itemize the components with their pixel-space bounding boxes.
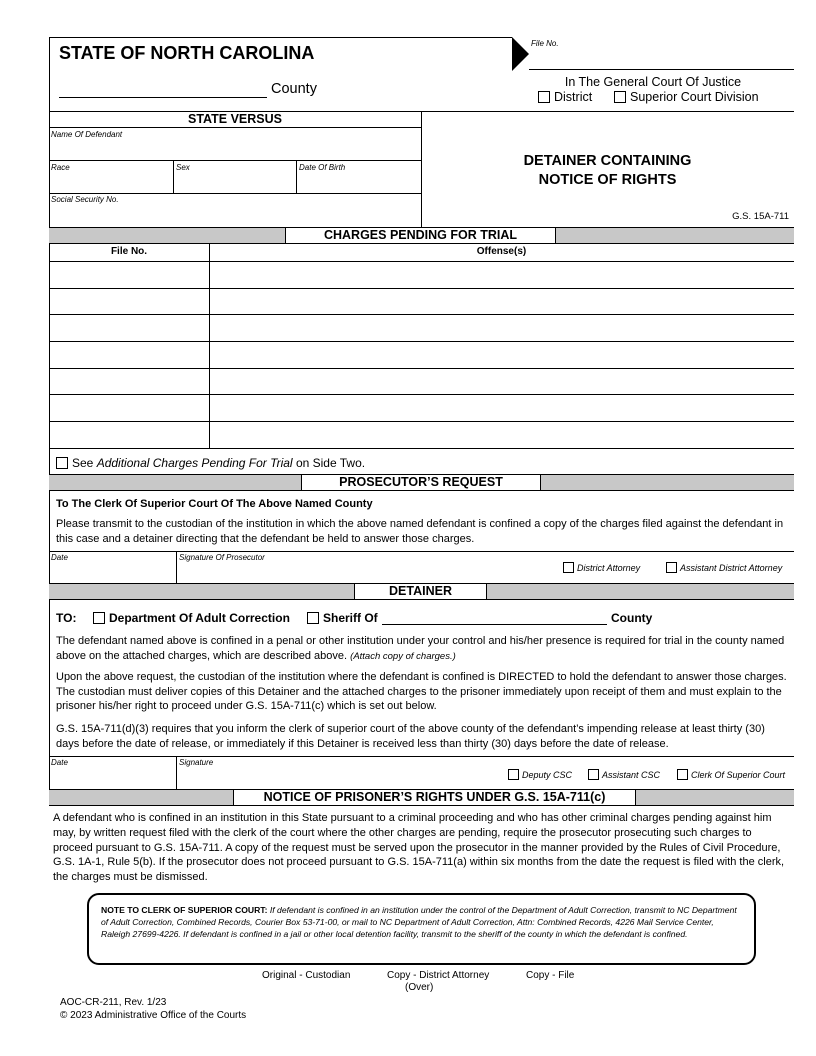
prosecutor-date-label: Date xyxy=(51,553,68,562)
charge-file-field-6[interactable] xyxy=(50,395,208,421)
prosecutor-band xyxy=(49,474,794,491)
charge-offense-field-7[interactable] xyxy=(210,422,793,448)
sheriff-county-line[interactable] xyxy=(382,624,607,625)
prosecutor-heading: PROSECUTOR’S REQUEST xyxy=(301,474,541,491)
ada-checkbox[interactable] xyxy=(666,562,677,573)
sex-label: Sex xyxy=(176,163,190,172)
superior-checkbox[interactable] xyxy=(614,91,626,103)
prosecutor-signature-field[interactable] xyxy=(178,562,556,582)
district-label: District xyxy=(554,90,593,104)
court-title: In The General Court Of Justice xyxy=(564,75,742,89)
state-versus: STATE VERSUS xyxy=(188,112,282,126)
charge-offense-field-4[interactable] xyxy=(210,342,793,368)
charge-offense-field-5[interactable] xyxy=(210,369,793,394)
prosecutor-signature-label: Signature Of Prosecutor xyxy=(179,553,265,562)
to-clerk-heading: To The Clerk Of Superior Court Of The Above Named County xyxy=(56,498,373,510)
notice-body: A defendant who is confined in an institution in this State pursuant to a criminal proceeding and who has other criminal charges pending against him may, by written request filed with the clerk of the court where the other charges are pending, require the prosecutor prosecuting such charges to proceed pursuant to G.S. 15A-711. A copy of the request must be served upon the prosecutor in the manner provided by the Rules of Civil Procedure, G.S. 1A-1, Rule 5(b). If the prosecutor does not proceed pursuant to G.S. 15A-711(a) within six months from the date the request is filed with the clerk, the charges must be dismissed. xyxy=(53,812,785,884)
charge-offense-field-2[interactable] xyxy=(210,289,793,314)
clerk-superior-row[interactable]: Clerk Of Superior Court xyxy=(677,769,785,780)
charges-band xyxy=(49,227,794,244)
charge-offense-field-3[interactable] xyxy=(210,315,793,341)
file-no-field[interactable] xyxy=(530,40,792,68)
ssn-label: Social Security No. xyxy=(51,195,119,204)
deputy-csc-row[interactable]: Deputy CSC xyxy=(508,769,572,780)
col-offense: Offense(s) xyxy=(476,246,527,257)
detainer-para1: The defendant named above is confined in a penal or other institution under your control and his/her presence is required for trial in the county named above on the attached charges, which are described above. (Attach copy of charges.) xyxy=(56,635,785,662)
statute-ref: G.S. 15A-711 xyxy=(732,211,789,222)
name-label: Name Of Defendant xyxy=(51,130,123,139)
district-checkbox-row[interactable] xyxy=(538,90,592,104)
clerk-superior-checkbox[interactable] xyxy=(677,769,688,780)
race-label: Race xyxy=(51,163,70,172)
charges-heading: CHARGES PENDING FOR TRIAL xyxy=(285,227,556,244)
form-number: AOC-CR-211, Rev. 1/23 xyxy=(60,997,167,1008)
notice-heading: NOTICE OF PRISONER’S RIGHTS UNDER G.S. 15A-711(c) xyxy=(233,789,636,806)
detainer-date-field[interactable] xyxy=(50,767,175,788)
assistant-csc-row[interactable]: Assistant CSC xyxy=(588,769,660,780)
superior-label: Superior Court Division xyxy=(630,90,759,104)
form-title xyxy=(421,152,794,190)
deputy-csc-checkbox[interactable] xyxy=(508,769,519,780)
da-checkbox[interactable] xyxy=(563,562,574,573)
district-checkbox[interactable] xyxy=(538,91,550,103)
charge-file-field-2[interactable] xyxy=(50,289,208,314)
name-field[interactable] xyxy=(50,139,420,160)
clerk-note-box xyxy=(87,893,756,965)
clerk-note: NOTE TO CLERK OF SUPERIOR COURT: If defendant is confined in an institution under the control of the Department of Adult Correction, transmit to NC Department of Adult Correction, Combined Records, Courier Box 53-71-00, or mail to NC Department of Adult Correction, Attn: Combined Records, 4226 Mail Service Center, Raleigh 27699-4226. If defendant is confined in a jail or other local detention facility, transmit to the sheriff of the county in which the defendant is confined. xyxy=(101,905,737,939)
prosecutor-date-field[interactable] xyxy=(50,562,175,582)
file-no-label: File No. xyxy=(531,39,559,48)
charge-file-field-1[interactable] xyxy=(50,262,208,288)
prosecutor-body: Please transmit to the custodian of the institution in which the above named defendant is confined a copy of the charges filed against the defendant in this case and a detainer directing that the defendant be held to answer those charges. xyxy=(56,518,784,545)
dac-checkbox-row[interactable]: Department Of Adult Correction xyxy=(93,611,290,625)
state-title: STATE OF NORTH CAROLINA xyxy=(59,43,315,63)
col-file-no: File No. xyxy=(110,246,148,257)
footer-copy-file: Copy - File xyxy=(526,970,575,981)
charge-file-field-5[interactable] xyxy=(50,369,208,394)
charge-offense-field-6[interactable] xyxy=(210,395,793,421)
additional-charges-checkbox[interactable] xyxy=(56,457,68,469)
footer-copy-da: Copy - District Attorney xyxy=(387,970,490,981)
detainer-para2: Upon the above request, the custodian of the institution where the defendant is confined is DIRECTED to hold the defendant to answer those charges. The custodian must deliver copies of this Detainer and the attached charges to the prisoner immediately upon receipt of them and must explain to the prisoner his/her right to proceed under G.S. 15A-711(c) which is set out below. xyxy=(56,671,787,712)
detainer-signature-label: Signature xyxy=(179,758,214,767)
sheriff-county-label: County xyxy=(611,611,653,625)
detainer-heading: DETAINER xyxy=(354,583,487,600)
dob-label: Date Of Birth xyxy=(299,163,346,172)
form-title-line1: DETAINER CONTAINING xyxy=(523,153,692,169)
county-line[interactable] xyxy=(59,97,267,98)
file-no-arrow-icon xyxy=(512,37,529,71)
additional-charges-row[interactable]: See Additional Charges Pending For Trial on Side Two. xyxy=(56,456,365,470)
sheriff-checkbox-row[interactable]: Sheriff Of xyxy=(307,611,378,625)
ada-checkbox-row[interactable]: Assistant District Attorney xyxy=(666,562,782,573)
detainer-to-label: TO: xyxy=(56,611,77,625)
detainer-band xyxy=(49,583,794,600)
da-checkbox-row[interactable]: District Attorney xyxy=(563,562,640,573)
file-no-line xyxy=(529,69,794,70)
state-versus-line xyxy=(49,127,421,128)
assistant-csc-checkbox[interactable] xyxy=(588,769,599,780)
ssn-field[interactable] xyxy=(50,204,420,226)
detainer-date-label: Date xyxy=(51,758,68,767)
form-title-line2: NOTICE OF RIGHTS xyxy=(538,172,677,188)
copyright: © 2023 Administrative Office of the Courts xyxy=(60,1010,247,1021)
top-border xyxy=(49,37,512,38)
charge-file-field-3[interactable] xyxy=(50,315,208,341)
superior-checkbox-row[interactable] xyxy=(614,90,759,104)
notice-band xyxy=(49,789,794,806)
sheriff-checkbox[interactable] xyxy=(307,612,319,624)
charge-file-field-4[interactable] xyxy=(50,342,208,368)
detainer-para3: G.S. 15A-711(d)(3) requires that you inform the clerk of superior court of the above county of the defendant’s impending release at least thirty (30) days before the date of release, or immediately if this Detainer is received less than thirty (30) days before the date of release. xyxy=(56,723,765,750)
footer-over: (Over) xyxy=(405,982,434,993)
charge-file-field-7[interactable] xyxy=(50,422,208,448)
name-line xyxy=(49,160,421,161)
county-label: County xyxy=(271,81,317,97)
detainer-signature-field[interactable] xyxy=(178,767,504,788)
dac-checkbox[interactable] xyxy=(93,612,105,624)
footer-original: Original - Custodian xyxy=(262,970,351,981)
charge-offense-field-1[interactable] xyxy=(210,262,793,288)
